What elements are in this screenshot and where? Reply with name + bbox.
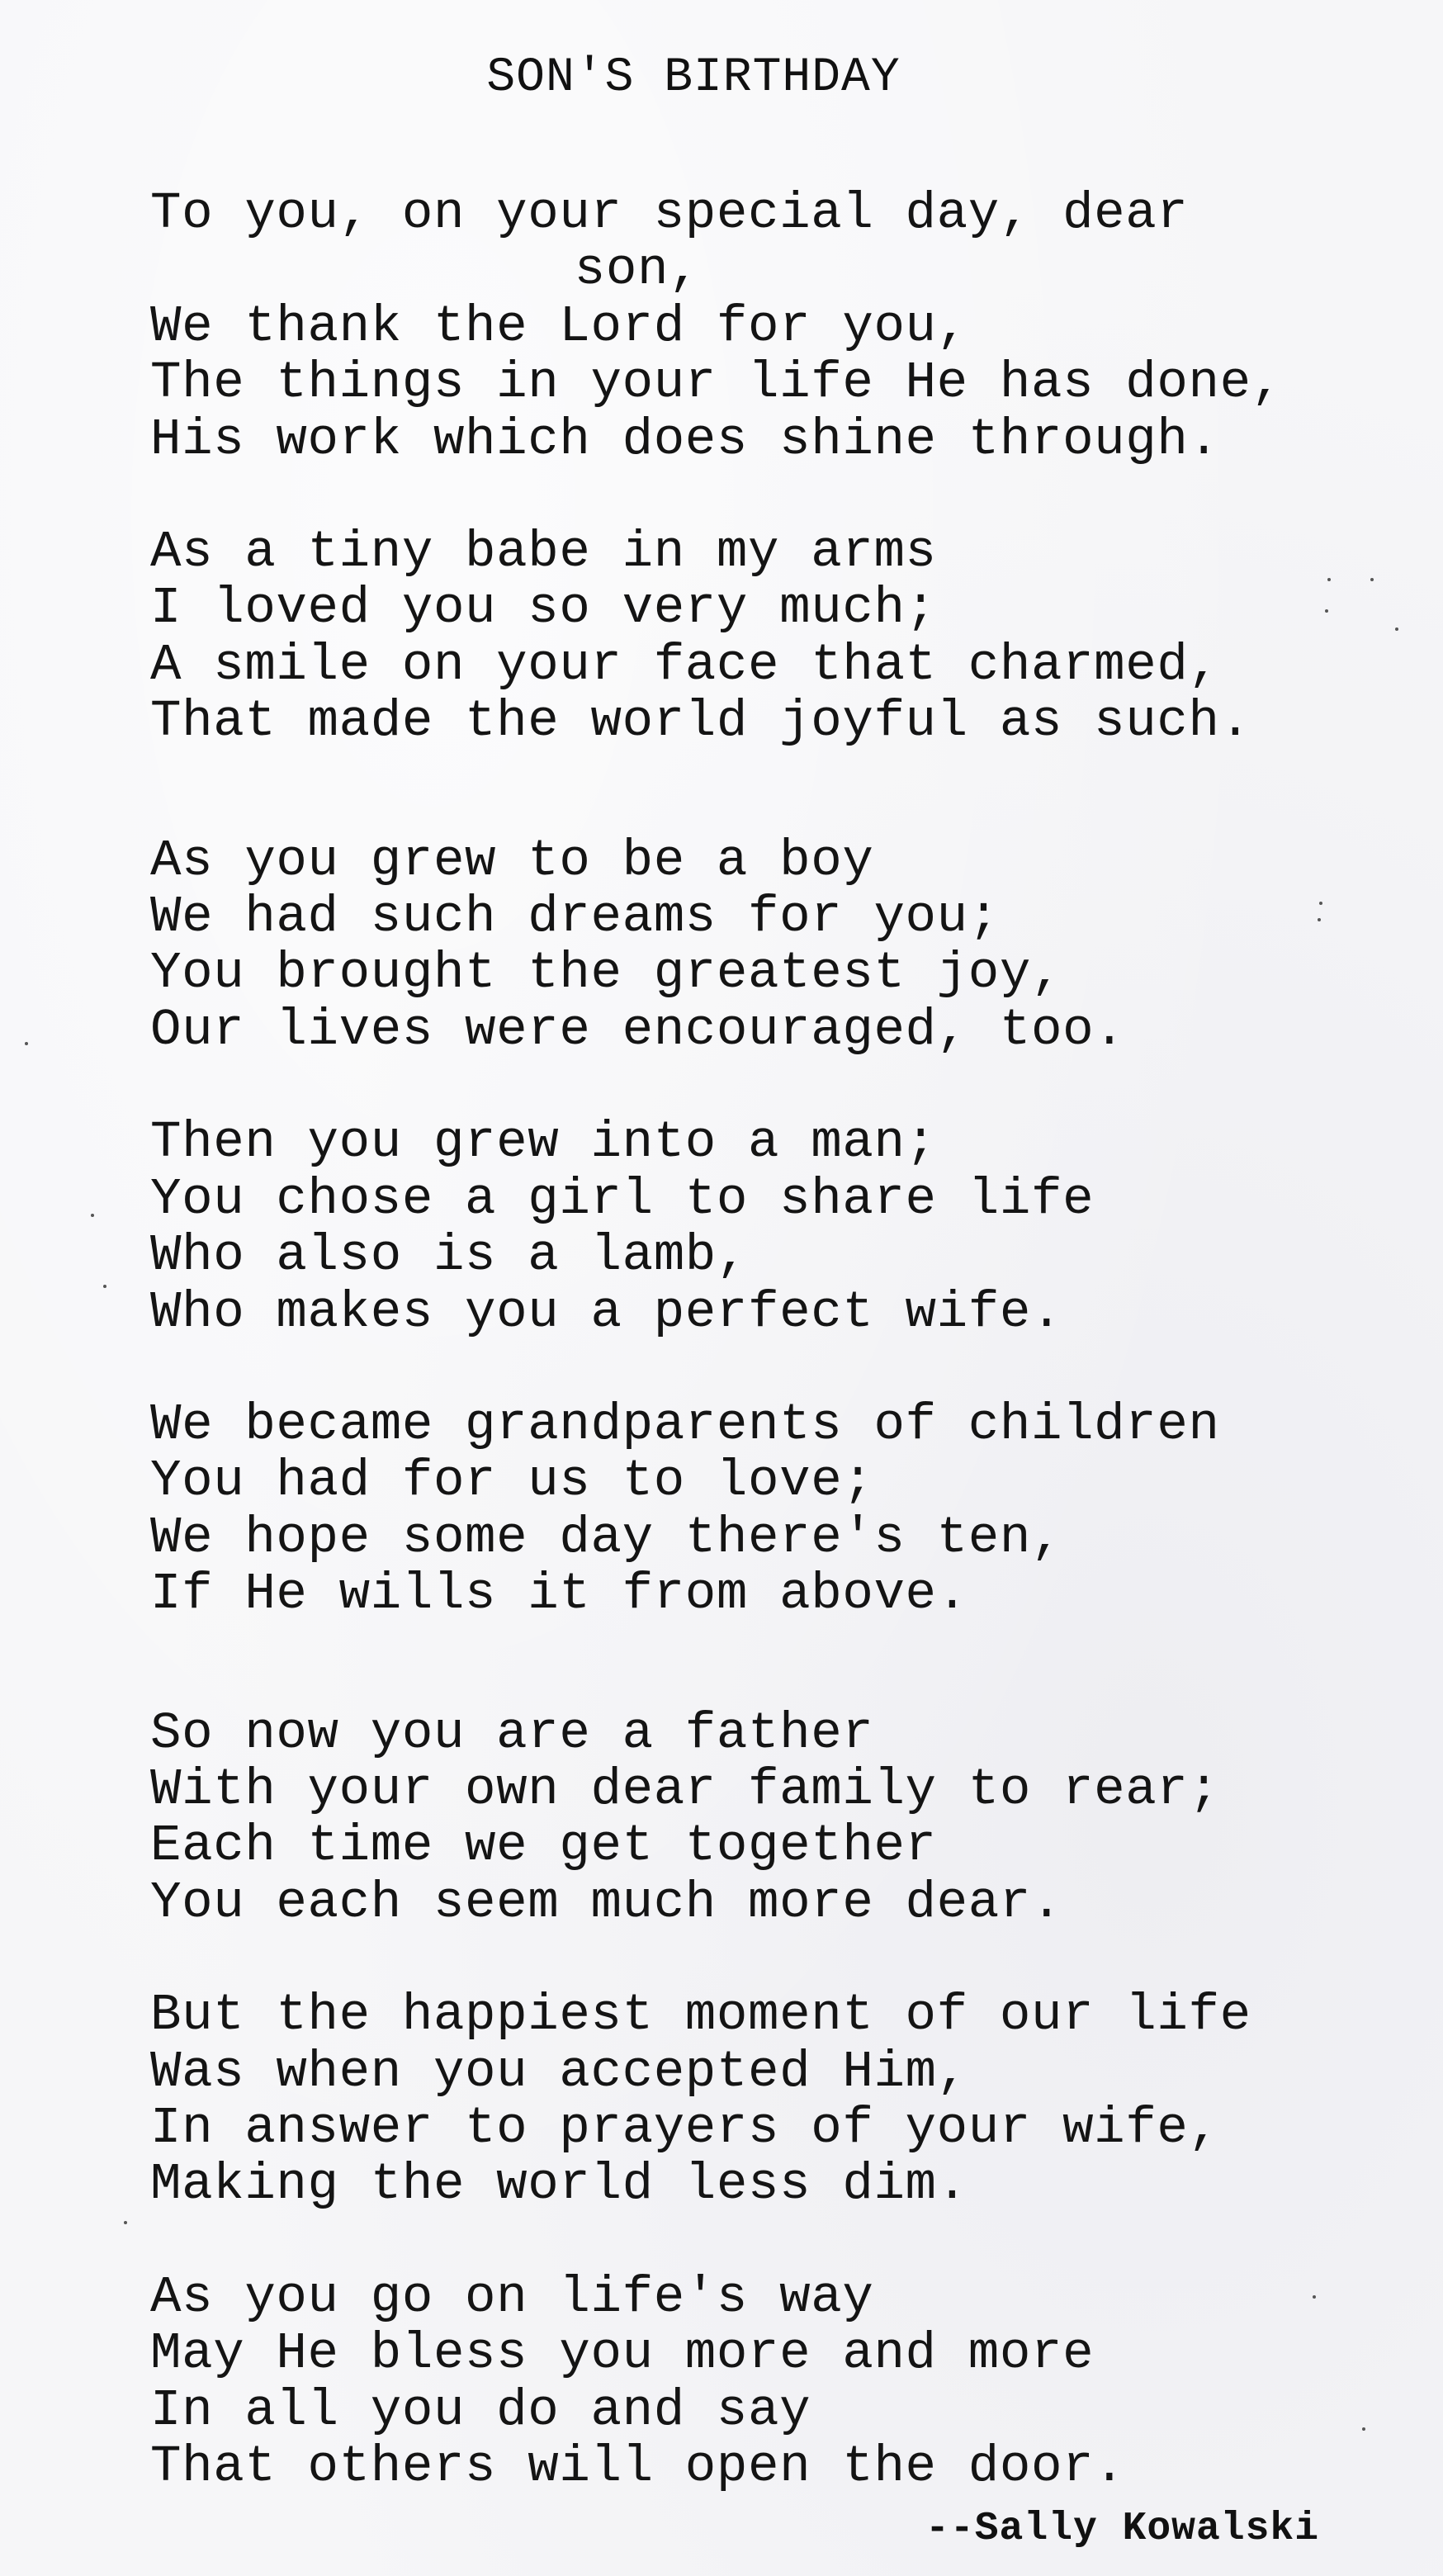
poem-line: We hope some day there's ten, [150,1508,1063,1567]
paper-speck [1362,2427,1365,2431]
paper-speck [1313,2295,1316,2299]
stanza-gap [150,1058,1389,1115]
poem-line: In all you do and say [150,2380,811,2440]
paper-speck [1325,609,1328,613]
poem-line: You chose a girl to share life [150,1169,1095,1229]
poem-line: You brought the greatest joy, [150,944,1063,1003]
poem-line: Was when you accepted Him, [150,2042,968,2101]
poem-line: We had such dreams for you; [150,888,1000,947]
stanza-gap [150,1623,1389,1706]
stanza-2 [150,524,1389,751]
paper-speck [25,1042,28,1045]
poem-line: We thank the Lord for you, [150,296,968,356]
poem-line: So now you are a father [150,1703,874,1763]
stanza-7 [150,1987,1389,2214]
poem-line: You each seem much more dear. [150,1873,1063,1932]
poem-line: That others will open the door. [150,2437,1126,2496]
poem-body [150,186,1389,2495]
poem-line: As you grew to be a boy [150,831,874,890]
stanza-gap [150,2214,1389,2270]
poem-title: SON'S BIRTHDAY [486,51,901,105]
poem-line: Making the world less dim. [150,2155,968,2214]
poem-line: Who makes you a perfect wife. [150,1282,1063,1342]
stanza-gap [150,468,1389,524]
stanza-1 [150,186,1389,468]
poem-line: In answer to prayers of your wife, [150,2098,1220,2157]
stanza-gap [150,1341,1389,1397]
poem-line: We became grandparents of children [150,1395,1220,1454]
poem-line: The things in your life He has done, [150,353,1283,413]
poem-line: Each time we get together [150,1816,937,1876]
paper-speck [91,1214,94,1217]
poem-line: Then you grew into a man; [150,1113,937,1172]
stanza-gap [150,751,1389,833]
author-signature: --Sally Kowalski [925,2507,1319,2551]
poem-line: If He wills it from above. [150,1565,968,1624]
stanza-4 [150,1115,1389,1341]
stanza-8 [150,2267,1389,2496]
paper-speck [103,1285,106,1288]
poem-line: As you go on life's way [150,2267,874,2327]
poem-line: I loved you so very much; [150,579,937,638]
poem-line: But the happiest moment of our life [150,1986,1251,2045]
paper-speck [1318,918,1321,921]
poem-line: To you, on your special day, dear [150,184,1189,243]
poem-line: His work which does shine through. [150,410,1220,469]
paper-speck [1327,578,1331,581]
poem-line: May He bless you more and more [150,2324,1095,2384]
paper-speck [1319,902,1322,905]
stanza-6 [150,1703,1389,1932]
stanza-3 [150,833,1389,1059]
paper-speck [124,2221,127,2224]
poem-line: Who also is a lamb, [150,1226,749,1286]
poem-line: As a tiny babe in my arms [150,523,937,582]
poem-line: With your own dear family to rear; [150,1759,1220,1819]
paper-speck [1395,627,1398,631]
stanza-gap [150,1931,1389,1987]
paper-speck [1370,578,1374,581]
poem-line: That made the world joyful as such. [150,692,1251,751]
poem-line: Our lives were encouraged, too. [150,1000,1126,1059]
stanza-5 [150,1397,1389,1623]
poem-line: A smile on your face that charmed, [150,635,1220,694]
poem-line: You had for us to love; [150,1451,874,1511]
poem-line: son, [574,240,701,300]
